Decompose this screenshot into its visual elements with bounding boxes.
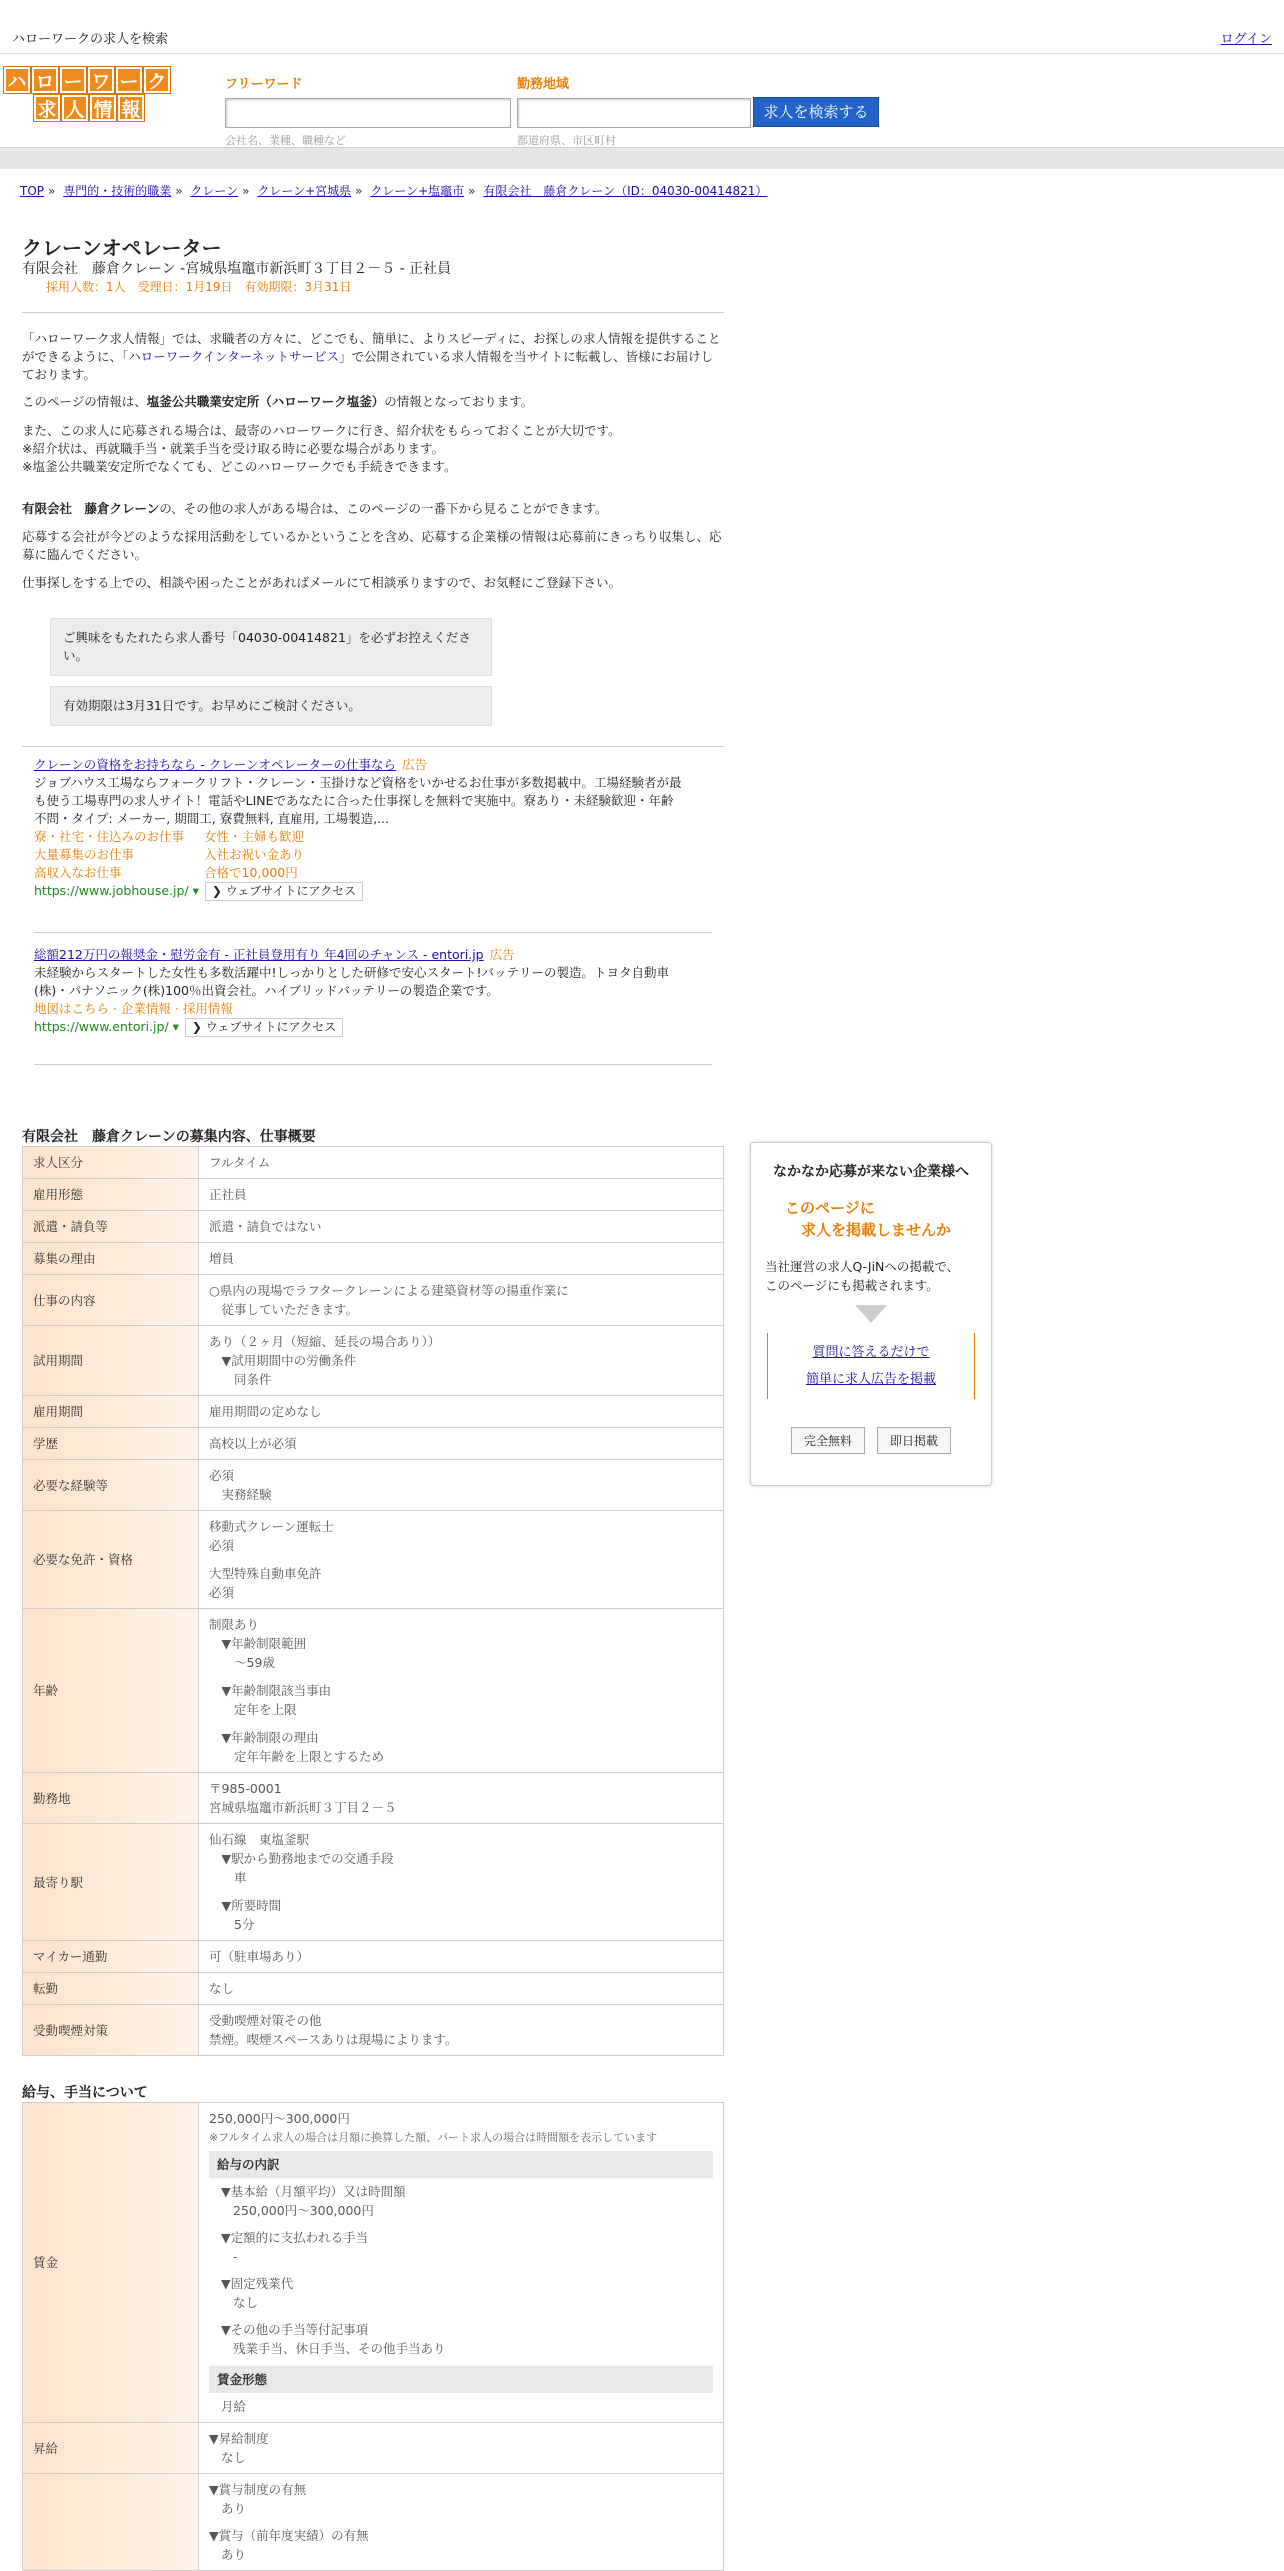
logo-char: ハ [4, 67, 30, 93]
row-value-line: 大型特殊自動車免許 [209, 1566, 322, 1581]
ad-sitelink[interactable]: 寮・社宅・住込みのお仕事 [34, 829, 185, 844]
free-button[interactable]: 完全無料 [791, 1427, 865, 1454]
row-value-line: 可（駐車場あり） [209, 1949, 310, 1964]
intro-paragraph [22, 393, 722, 411]
row-value-line: 禁煙。喫煙スペースありは現場によります。 [209, 2032, 458, 2047]
breadcrumb: TOP » 専門的・技術的職業 » クレーン » クレーン+宮城県 » クレーン+塩竈市 » 有限会社 藤倉クレーン（ID：04030-00414821） [20, 184, 768, 198]
visit-website-label: ウェブサイトにアクセス [205, 1020, 337, 1034]
row-value-line: 移動式クレーン運転士 [209, 1519, 334, 1534]
intro-paragraph: 応募する会社が今どのような採用活動をしているかということを含め、応募する企業様の情報は応募前にきっちり収集し、応募に臨んでください。 [22, 529, 722, 562]
bonus-item: あり [221, 2547, 247, 2562]
table-row [23, 1326, 724, 1396]
table-row [23, 1428, 724, 1460]
table-row [23, 1147, 724, 1179]
table-row [23, 1243, 724, 1275]
freeword-input[interactable] [225, 98, 511, 128]
intro-text: の、その他の求人がある場合は、このページの一番下から見ることができます。 [159, 501, 608, 516]
intro-text: の情報となっております。 [384, 394, 534, 409]
table-row [23, 1275, 724, 1326]
freeword-field-group [225, 73, 511, 148]
breadcrumb-link[interactable]: 有限会社 藤倉クレーン（ID：04030-00414821） [483, 184, 768, 198]
search-header [0, 55, 1284, 147]
bonus-item: あり [221, 2501, 247, 2516]
wage-item: 250,000円〜300,000円 [233, 2203, 374, 2218]
row-value-line: ▼試用期間中の労働条件 [209, 1353, 357, 1368]
freeword-hint: 会社名、業種、職種など [225, 134, 346, 147]
table-row [23, 1824, 724, 1941]
divider [34, 1064, 712, 1065]
row-key: 転勤 [23, 1973, 199, 2005]
table-row [23, 1211, 724, 1243]
table-row [23, 1941, 724, 1973]
row-value-line: 定年年齢を上限とするため [209, 1749, 385, 1764]
breadcrumb-link[interactable]: TOP [20, 184, 45, 198]
table-row [23, 1511, 724, 1609]
logo-char: ワ [88, 67, 114, 93]
row-value [199, 1824, 724, 1941]
row-value-line: 定年を上限 [209, 1702, 297, 1717]
ad-sitelink[interactable]: 女性・主婦も歓迎 [204, 829, 305, 844]
table-row [23, 2103, 724, 2423]
logo-char: ー [60, 67, 86, 93]
area-hint: 都道府県、市区町村 [517, 134, 616, 147]
row-value-line: 派遣・請負ではない [209, 1219, 322, 1234]
ad-sitelink[interactable]: 合格で10,000円 [204, 865, 298, 880]
row-value [199, 1460, 724, 1511]
logo-char: 人 [62, 95, 88, 121]
row-value [199, 1973, 724, 2005]
ad-url[interactable]: https://www.jobhouse.jp/ [34, 883, 189, 898]
wage-breakdown-heading: 給与の内訳 [209, 2151, 713, 2178]
row-value-line: ▼年齢制限の理由 [209, 1730, 319, 1745]
logo-char: 情 [90, 95, 116, 121]
advertise-link[interactable]: 簡単に求人広告を掲載 [805, 1372, 936, 1387]
row-value [199, 1941, 724, 1973]
logo-char: ー [116, 67, 142, 93]
notice-box: 有効期限は3月31日です。お早めにご検討ください。 [50, 686, 492, 726]
ad-description: 未経験からスタートした女性も多数活躍中!しっかりとした研修で安心スタート!バッテリーの製造。トヨタ自動車(株)・パナソニック(株)100％出資会社。ハイブリッドバッテリーの製造企業です。 [34, 965, 670, 998]
row-value [199, 2005, 724, 2056]
ad-url[interactable]: https://www.entori.jp/ [34, 1019, 169, 1034]
row-value [199, 1243, 724, 1275]
intro-text: ※塩釜公共職業安定所でなくても、どこのハローワークでも手続きできます。 [22, 459, 457, 474]
top-bar [0, 0, 1284, 54]
notice-box: ご興味をもたれたら求人番号「04030-00414821」を必ずお控えください。 [50, 618, 492, 676]
wage-range: 250,000円〜300,000円 [209, 2111, 350, 2126]
row-value-line: 実務経験 [209, 1487, 272, 1502]
row-key: 雇用期間 [23, 1396, 199, 1428]
wage-table [22, 2102, 724, 2571]
row-value [199, 1609, 724, 1773]
advertise-link[interactable]: 質問に答えるだけで [812, 1345, 930, 1360]
row-value [199, 2423, 724, 2474]
ad-block [34, 756, 684, 901]
wage-item: - [233, 2249, 238, 2264]
job-subtitle: 有限会社 藤倉クレーン -宮城県塩竈市新浜町３丁目２－５ - 正社員 [22, 261, 452, 277]
table-row [23, 1609, 724, 1773]
logo-char: 求 [34, 95, 60, 121]
header-divider [0, 147, 1284, 169]
row-value-line: 従事していただきます。 [209, 1302, 359, 1317]
logo-char: ロ [32, 67, 58, 93]
row-value-line: 〒985-0001 [209, 1781, 282, 1796]
intro-text: また、この求人に応募される場合は、最寄のハローワークに行き、紹介状をもらっておくことが大切です。 [22, 423, 621, 438]
row-key: 求人区分 [23, 1147, 199, 1179]
job-meta: 採用人数：1人 受理日：1月19日 有効期限：3月31日 [46, 280, 352, 294]
row-key: 勤務地 [23, 1773, 199, 1824]
row-value [199, 2103, 724, 2423]
ad-block [34, 946, 684, 1037]
row-key: 最寄り駅 [23, 1824, 199, 1941]
ad-sitelinks[interactable]: 地図はこちら · 企業情報 · 採用情報 [34, 1001, 233, 1016]
row-key: 必要な経験等 [23, 1460, 199, 1511]
wage-form-heading: 賃金形態 [209, 2366, 713, 2393]
intro-paragraph [22, 330, 722, 384]
visit-website-button[interactable] [185, 1018, 343, 1037]
table-row [23, 2005, 724, 2056]
row-key: 賃金 [23, 2103, 199, 2423]
row-key: 受動喫煙対策 [23, 2005, 199, 2056]
advertise-cta-line: 求人を掲載しませんか [801, 1221, 952, 1239]
row-value-line: 受動喫煙対策その他 [209, 2013, 322, 2028]
advertise-description [765, 1257, 991, 1295]
row-value-line: 必須 [209, 1468, 235, 1483]
site-logo[interactable] [4, 67, 182, 123]
wage-item: 残業手当、休日手当、その他手当あり [233, 2341, 446, 2356]
chevron-right-icon: ❯ [191, 1020, 206, 1034]
area-field-group [517, 73, 751, 148]
ad-sitelink[interactable]: 入社お祝い金あり [204, 847, 305, 862]
wage-note: ※フルタイム求人の場合は月額に換算した額、パート求人の場合は時間額を表示しています [209, 2131, 658, 2144]
row-value-line: ▼駅から勤務地までの交通手段 [209, 1851, 394, 1866]
row-value [199, 1511, 724, 1609]
row-value-line: ▼所要時間 [209, 1898, 282, 1913]
row-value-line: なし [209, 1981, 235, 1996]
table-row [23, 1460, 724, 1511]
page-title: クレーンオペレーター [22, 236, 222, 260]
breadcrumb-link[interactable]: クレーン [190, 184, 239, 198]
row-key: 試用期間 [23, 1326, 199, 1396]
ad-sitelink[interactable]: 高収入なお仕事 [34, 865, 122, 880]
row-value-line: 雇用期間の定めなし [209, 1404, 322, 1419]
search-button[interactable]: 求人を検索する [753, 97, 879, 127]
advertise-cta [785, 1197, 991, 1241]
table-row [23, 1973, 724, 2005]
row-value-line: 高校以上が必須 [209, 1436, 297, 1451]
ad-description: ジョブハウス工場ならフォークリフト・クレーン・玉掛けなど資格をいかせるお仕事が多数掲載中。工場経験者が最も使う工場専門の求人サイト！電話やLINEであなたに合った仕事探しを無料で実施中。寮あり・未経験歓迎・年齢不問・タイプ: メーカー, 期間工, 寮費無料, 直雇用, 工場製造,... [34, 775, 682, 826]
intro-text: ※紹介状は、再就職手当・就業手当を受け取る時に必要な場合があります。 [22, 441, 444, 456]
login-link[interactable]: ログイン [1220, 32, 1272, 47]
hellowork-internet-link[interactable]: ハローワークインターネットサービス [128, 349, 340, 364]
row-value [199, 1428, 724, 1460]
ad-title-link[interactable]: クレーンの資格をお持ちなら - クレーンオペレーターの仕事なら [34, 757, 396, 772]
area-input[interactable] [517, 98, 751, 128]
wage-item: ▼その他の手当等付記事項 [221, 2322, 369, 2337]
row-key: 募集の理由 [23, 1243, 199, 1275]
advertise-cta-line: このページに [785, 1199, 875, 1217]
ad-badge: 広告 [401, 757, 427, 772]
row-value-line: フルタイム [209, 1155, 271, 1170]
company-name: 有限会社 藤倉クレーン [22, 501, 160, 516]
job-info-table [22, 1146, 724, 2056]
row-value [199, 1773, 724, 1824]
advertise-buttons [751, 1427, 991, 1454]
bonus-item: ▼賞与（前年度実績）の有無 [209, 2528, 369, 2543]
ad-title-link[interactable]: 総額212万円の報奨金・慰労金有 - 正社員登用有り 年4回のチャンス - entori.jp [34, 947, 484, 962]
table-row [23, 1179, 724, 1211]
advertise-links [767, 1333, 975, 1399]
advertise-title: なかなか応募が来ない企業様へ [773, 1164, 969, 1180]
office-name: 塩釜公共職業安定所（ハローワーク塩釜） [146, 394, 385, 409]
intro-text: このページの情報は、 [22, 394, 147, 409]
bonus-item: ▼賞与制度の有無 [209, 2482, 307, 2497]
row-value-line: 増員 [209, 1251, 235, 1266]
site-description: ハローワークの求人を検索 [12, 32, 169, 47]
advertise-desc-line: このページにも掲載されます。 [765, 1278, 939, 1293]
ad-badge: 広告 [489, 947, 515, 962]
logo-char: 報 [118, 95, 144, 121]
wage-item: ▼基本給（月額平均）又は時間額 [221, 2184, 406, 2199]
breadcrumb-link[interactable]: 専門的・技術的職業 [63, 184, 172, 198]
row-key: 昇給 [23, 2423, 199, 2474]
row-value-line: 正社員 [209, 1187, 247, 1202]
advertise-box [750, 1142, 992, 1486]
row-key: 仕事の内容 [23, 1275, 199, 1326]
row-value-line: 車 [209, 1870, 247, 1885]
divider [34, 932, 712, 933]
intro-paragraph [22, 500, 722, 518]
intro-paragraph [22, 422, 722, 476]
divider [22, 746, 724, 747]
row-value [199, 1179, 724, 1211]
row-key: 必要な免許・資格 [23, 1511, 199, 1609]
freeword-label: フリーワード [225, 77, 303, 92]
row-value-line [209, 1719, 713, 1728]
wage-item: ▼定額的に支払われる手当 [221, 2230, 369, 2245]
row-value-line: あり（２ヶ月（短縮、延長の場合あり）） [209, 1334, 441, 1349]
table-row [23, 1396, 724, 1428]
same-day-button[interactable]: 即日掲載 [877, 1427, 951, 1454]
row-key: 雇用形態 [23, 1179, 199, 1211]
row-key: 学歴 [23, 1428, 199, 1460]
row-key: マイカー通勤 [23, 1941, 199, 1973]
row-value-line: ▼年齢制限該当事由 [209, 1683, 332, 1698]
divider [22, 312, 724, 313]
visit-website-label: ウェブサイトにアクセス [225, 884, 357, 898]
row-value-line: 〜59歳 [209, 1655, 275, 1670]
chevron-down-icon[interactable]: ▾ [188, 883, 199, 898]
row-value [199, 1396, 724, 1428]
row-value-line: 5分 [209, 1917, 255, 1932]
row-value-line: 仙石線 東塩釜駅 [209, 1832, 310, 1847]
wage-item: なし [233, 2295, 259, 2310]
intro-paragraph: 仕事探しをする上での、相談や困ったことがあればメールにて相談承りますので、お気軽にご登録下さい。 [22, 575, 622, 590]
row-value [199, 2474, 724, 2571]
breadcrumb-link[interactable]: クレーン+塩竈市 [370, 184, 465, 198]
row-value-line: 宮城県塩竈市新浜町３丁目２－５ [209, 1800, 397, 1815]
row-value [199, 1147, 724, 1179]
table-row [23, 2423, 724, 2474]
row-key: 年齢 [23, 1609, 199, 1773]
row-value [199, 1275, 724, 1326]
wage-item: ▼固定残業代 [221, 2276, 294, 2291]
section-title: 給与、手当について [22, 2085, 148, 2101]
row-key: 派遣・請負等 [23, 1211, 199, 1243]
arrow-down-icon [855, 1305, 887, 1323]
row-value-line: ○県内の現場でラフタークレーンによる建築資材等の揚重作業に [209, 1283, 569, 1298]
row-value-line [209, 1887, 713, 1896]
row-value [199, 1211, 724, 1243]
row-value-line: 制限あり [209, 1617, 260, 1632]
visit-website-button[interactable] [205, 882, 363, 901]
chevron-right-icon: ❯ [211, 884, 226, 898]
row-value [199, 1326, 724, 1396]
row-value-line: 同条件 [209, 1372, 272, 1387]
wage-form: 月給 [221, 2399, 247, 2414]
intro-text: 「ハローワーク求人情報」では、求職者の方々に、どこでも、簡単に、よりスピーディに、お探しの求人情報を提供することができるように、「 [22, 331, 721, 364]
chevron-down-icon[interactable]: ▾ [168, 1019, 179, 1034]
row-value-line: 必須 [209, 1585, 235, 1600]
area-label: 勤務地域 [517, 77, 570, 92]
row-value-line: 必須 [209, 1538, 235, 1553]
ad-sitelinks [34, 828, 684, 882]
logo-char: ク [144, 67, 170, 93]
section-title: 有限会社 藤倉クレーンの募集内容、仕事概要 [22, 1129, 316, 1145]
table-row [23, 2474, 724, 2571]
row-value-line: ▼年齢制限範囲 [209, 1636, 307, 1651]
advertise-desc-line: 当社運営の求人Q-JiNへの掲載で、 [765, 1259, 960, 1274]
raise-item: なし [221, 2450, 247, 2465]
breadcrumb-link[interactable]: クレーン+宮城県 [257, 184, 352, 198]
raise-item: ▼昇給制度 [209, 2431, 269, 2446]
row-value-line [209, 1672, 713, 1681]
row-value-line [209, 1555, 713, 1564]
ad-sitelink[interactable]: 大量募集のお仕事 [34, 847, 135, 862]
intro-text: 」で公開されている求人情報を当サイトに転載し、皆様にお届けしております。 [22, 349, 714, 382]
table-row [23, 1773, 724, 1824]
row-key [23, 2474, 199, 2571]
